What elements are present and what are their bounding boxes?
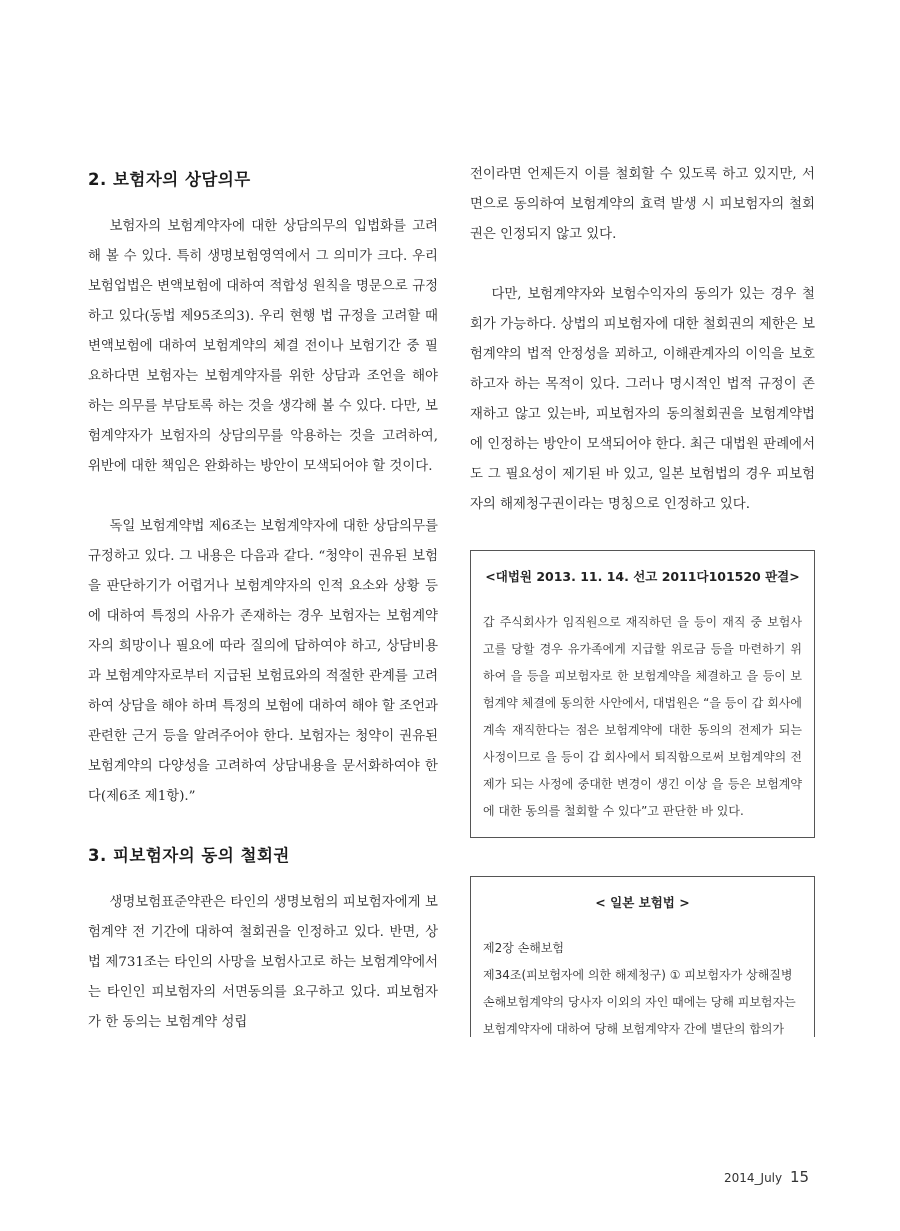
box-text: 갑 주식회사가 임직원으로 재직하던 을 등이 재직 중 보험사고를 당할 경우 유가족에게 지급할 위로금 등을 마련하기 위하여 을 등을 피보험자로 한 보험계약을 체결하고 을 등이 보험계약 체결에 동의한 사안에서, 대법원은 “을 등이 갑 회사에 계속 재직한다는 점은 보험계약에 대한 동의의 전제가 되는 사정이므로 을 등이 갑 회사에서 퇴직함으로써 보험계약의 전제가 되는 사정에 중대한 변경이 생긴 이상 을 등은 보험계약에 대한 동의를 철회할 수 있다”고 판단한 바 있다. — [483, 615, 802, 818]
page-number: 15 — [789, 1168, 810, 1186]
box-chapter: 제2장 손해보험 — [483, 941, 565, 955]
right-column — [470, 160, 815, 1037]
japan-insurance-law-box — [470, 876, 815, 1037]
paragraph: 독일 보험계약법 제6조는 보험계약자에 대한 상담의무를 규정하고 있다. 그 내용은 다음과 같다. “청약이 권유된 보험을 판단하기가 어렵거나 보험계약자의 인적 요소와 상황 등에 대하여 특정의 사유가 존재하는 경우 보험자는 보험계약자의 희망이나 필요에 따라 질의에 답하여야 하고, 상담비용과 보험계약자로부터 지급된 보험료와의 적절한 관계를 고려하여 상담을 해야 하며 특정의 보험에 대하여 해야 할 조언과 관련한 근거 등을 알려주어야 한다. 보험자는 청약이 권유된 보험계약의 다양성을 고려하여 상담내용을 문서화하여야 한다(제6조 제1항).” — [88, 519, 438, 804]
paragraph: 생명보험표준약관은 타인의 생명보험의 피보험자에게 보험계약 전 기간에 대하여 철회권을 인정하고 있다. 반면, 상법 제731조는 타인의 사망을 보험사고로 하는 보험계약에서는 타인인 피보험자의 서면동의를 요구하고 있다. 피보험자가 한 동의는 보험계약 성립 — [88, 895, 438, 1030]
paragraph: 보험자의 보험계약자에 대한 상담의무의 입법화를 고려해 볼 수 있다. 특히 생명보험영역에서 그 의미가 크다. 우리 보험업법은 변액보험에 대하여 적합성 원칙을 명문으로 규정하고 있다(동법 제95조의3). 우리 현행 법 규정을 고려할 때 변액보험에 대하여 보험계약의 체결 전이나 보험기간 중 필요하다면 보험자는 보험계약자를 위한 상담과 조언을 해야 하는 의무를 부담토록 하는 것을 생각해 볼 수 있다. 다만, 보험계약자가 보험자의 상담의무를 악용하는 것을 고려하여, 위반에 대한 책임은 완화하는 방안이 모색되어야 할 것이다. — [88, 219, 438, 474]
paragraph: 전이라면 언제든지 이를 철회할 수 있도록 하고 있지만, 서면으로 동의하여 보험계약의 효력 발생 시 피보험자의 철회권은 인정되지 않고 있다. — [470, 167, 815, 242]
left-column — [88, 160, 438, 1068]
court-ruling-box — [470, 550, 815, 838]
issue-label: 2014_July — [724, 1171, 783, 1185]
box-title: <대법원 2013. 11. 14. 선고 2011다101520 판결> — [485, 569, 800, 584]
box-article: 제34조(피보험자에 의한 해제청구) ① 피보험자가 상해질병손해보험계약의 당사자 이외의 자인 때에는 당해 피보험자는 보험계약자에 대하여 당해 보험계약자 간에 별단의 합의가 — [483, 968, 796, 1036]
section-heading-3: 3. 피보험자의 동의 철회권 — [88, 846, 290, 865]
page-footer — [724, 1168, 809, 1186]
paragraph: 다만, 보험계약자와 보험수익자의 동의가 있는 경우 철회가 가능하다. 상법의 피보험자에 대한 철회권의 제한은 보험계약의 법적 안정성을 꾀하고, 이해관계자의 이익을 보호하고자 하는 목적이 있다. 그러나 명시적인 법적 규정이 존재하고 않고 있는바, 피보험자의 동의철회권을 보험계약법에 인정하는 방안이 모색되어야 한다. 최근 대법원 판례에서도 그 필요성이 제기된 바 있고, 일본 보험법의 경우 피보험자의 해제청구권이라는 명칭으로 인정하고 있다. — [470, 287, 815, 512]
section-heading-2: 2. 보험자의 상담의무 — [88, 170, 251, 189]
box-title: < 일본 보험법 > — [595, 895, 690, 910]
